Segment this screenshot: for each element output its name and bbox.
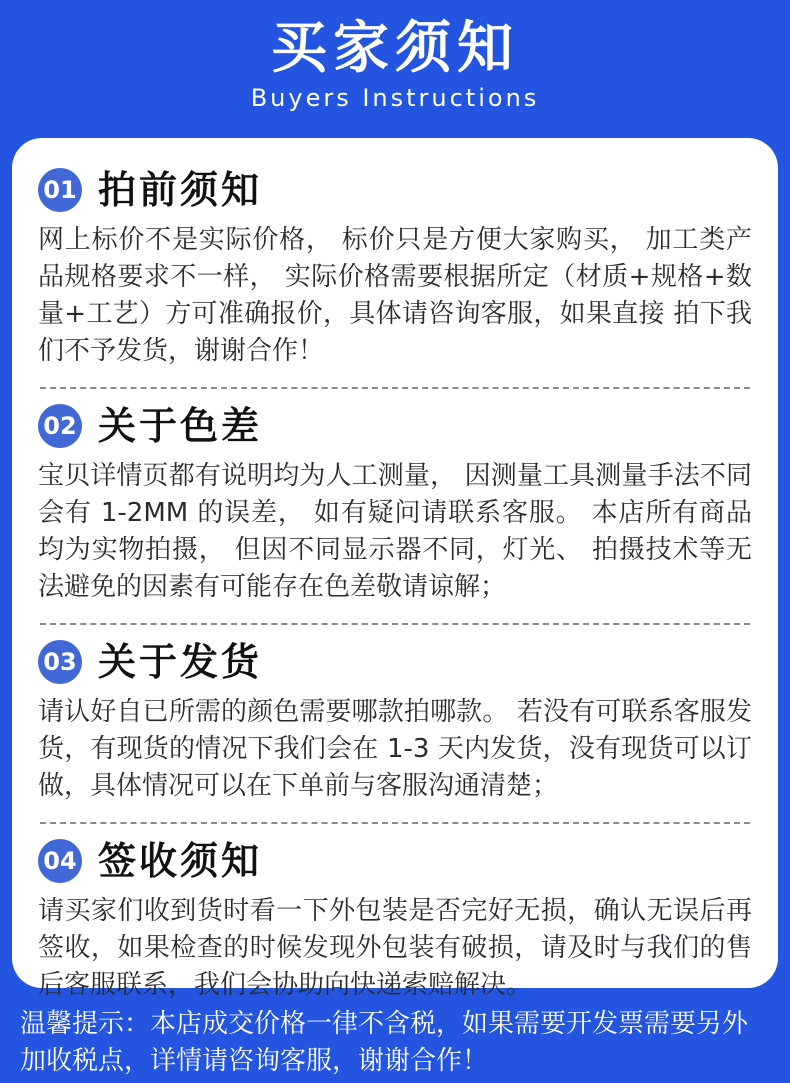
page-header xyxy=(0,0,790,138)
section-body: 网上标价不是实际价格， 标价只是方便大家购买， 加工类产品规格要求不一样， 实际价格需要根据所定（材质+规格+数量+工艺）方可准确报价，具体请咨询客服，如果直接 拍下我们不予发货，谢谢合作！ xyxy=(38,225,752,366)
section-shipping xyxy=(38,640,752,824)
footer-tip: 温馨提示：本店成交价格一律不含税，如果需要开发票需要另外加收税点，详情请咨询客服，谢谢合作！ xyxy=(20,1009,749,1076)
section-heading xyxy=(38,640,752,684)
section-number-badge: 02 xyxy=(38,404,82,448)
section-number-badge: 03 xyxy=(38,640,82,684)
section-color-difference xyxy=(38,404,752,625)
section-title: 关于发货 xyxy=(98,640,263,684)
dashed-divider xyxy=(40,822,750,824)
page-subtitle: Buyers Instructions xyxy=(250,84,540,112)
dashed-divider xyxy=(40,387,750,389)
section-body: 请认好自已所需的颜色需要哪款拍哪款。 若没有可联系客服发货，有现货的情况下我们会在 1-3 天内发货，没有现货可以订做，具体情况可以在下单前与客服沟通清楚； xyxy=(38,697,752,801)
section-number-badge: 04 xyxy=(38,839,82,883)
section-body: 请买家们收到货时看一下外包装是否完好无损，确认无误后再签收，如果检查的时候发现外包装有破损，请及时与我们的售后客服联系，我们会协助向快递索赔解决。 xyxy=(38,896,752,1000)
section-pre-purchase-notice xyxy=(38,168,752,389)
section-heading xyxy=(38,404,752,448)
section-heading xyxy=(38,168,752,212)
section-title: 关于色差 xyxy=(98,404,263,448)
section-body: 宝贝详情页都有说明均为人工测量， 因测量工具测量手法不同会有 1-2MM 的误差， 如有疑问请联系客服。 本店所有商品均为实物拍摄， 但因不同显示器不同，灯光、 拍摄技术等无法避免的因素有可能存在色差敬请谅解； xyxy=(38,461,752,602)
section-title: 签收须知 xyxy=(98,839,263,883)
dashed-divider xyxy=(40,623,750,625)
page-title: 买家须知 xyxy=(271,16,519,81)
notice-card xyxy=(12,138,778,1000)
section-title: 拍前须知 xyxy=(98,168,263,212)
section-number-badge: 01 xyxy=(38,168,82,212)
section-heading xyxy=(38,839,752,883)
section-receipt-notice xyxy=(38,839,752,1004)
